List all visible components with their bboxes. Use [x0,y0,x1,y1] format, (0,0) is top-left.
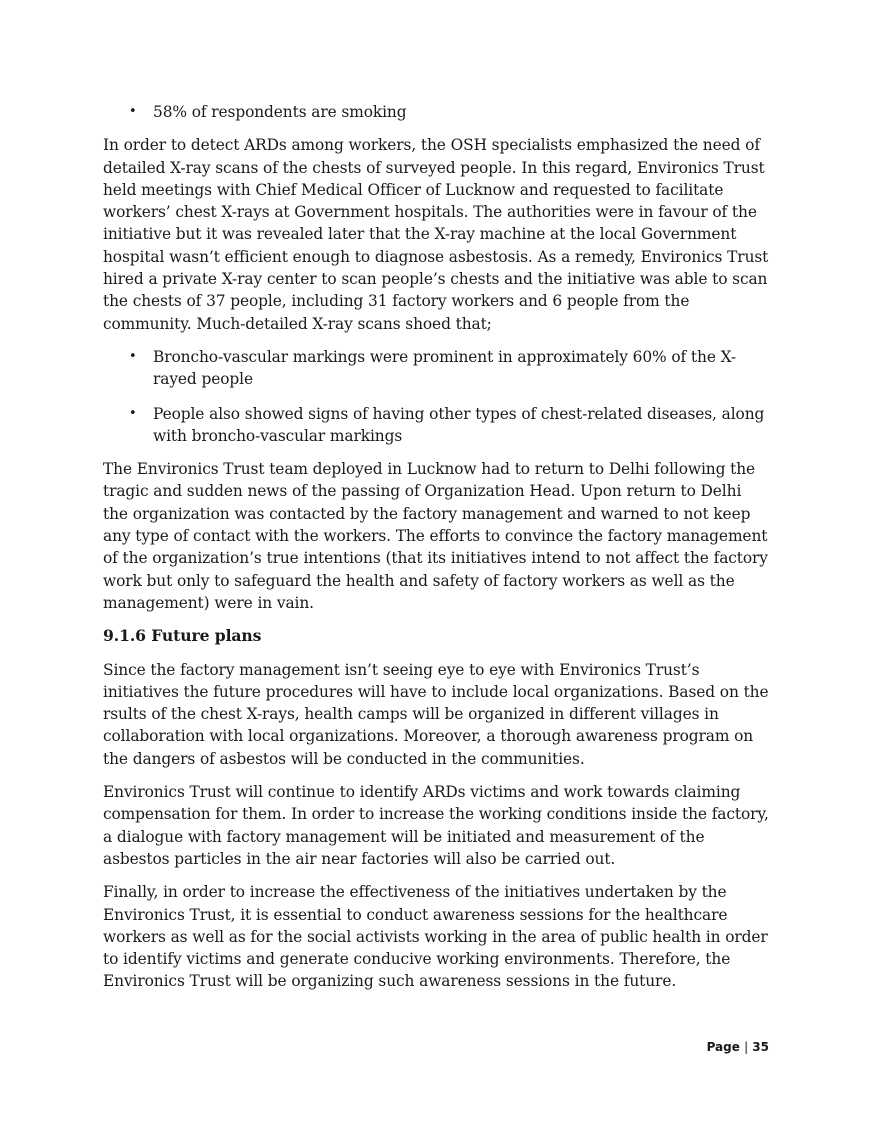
page-body [103,101,770,1004]
section-heading: 9.1.6 Future plans [103,626,262,646]
paragraph-awareness-sessions: Finally, in order to increase the effectiveness of the initiatives undertaken by the Environics Trust, it is essential to conduct awareness sessions for the healthcare workers as well as for the social activists working in the area of public health in order to identify victims and generate conducive working environments. Therefore, the Environics Trust will be organizing such awareness sessions in the future. [103,883,768,991]
bullet-item: • People also showed signs of having other types of chest-related diseases, along with broncho-vascular markings [129,404,765,445]
page-number: 35 [752,1040,769,1054]
bullet-icon: • [129,104,137,119]
bullet-list-findings [103,346,770,447]
bullet-item: • Broncho-vascular markings were prominent in approximately 60% of the X-rayed people [129,347,737,389]
paragraph-xray-scans: In order to detect ARDs among workers, the OSH specialists emphasized the need of detailed X-ray scans of the chests of surveyed people. In this regard, Environics Trust held meetings with Chief Medical Officer of Lucknow and requested to facilitate workers’ chest X-rays at Government hospitals. The authorities were in favour of the initiative but it was revealed later that the X-ray machine at the local Government hospital wasn’t efficient enough to diagnose asbestosis. As a remedy, Environics Trust hired a private X-ray center to scan people’s chests and the initiative was able to scan the chests of 37 people, including 31 factory workers and 6 people from the community. Much-detailed X-ray scans shoed that; [103,136,769,333]
page-separator: | [744,1040,749,1054]
bullet-icon: • [129,405,137,421]
bullet-icon: • [129,348,137,364]
bullet-item: • 58% of respondents are smoking [103,101,770,123]
page-footer [707,1040,769,1054]
paragraph-future-procedures: Since the factory management isn’t seeing eye to eye with Environics Trust’s initiatives the future procedures will have to include local organizations. Based on the rsults of the chest X-rays, health camps will be organized in different villages in collaboration with local organizations. Moreover, a thorough awareness program on the dangers of asbestos will be conducted in the communities. [103,660,769,768]
paragraph-team-return: The Environics Trust team deployed in Lucknow had to return to Delhi following the tragic and sudden news of the passing of Organization Head. Upon return to Delhi the organization was contacted by the factory management and warned to not keep any type of contact with the workers. The efforts to convince the factory management of the organization’s true intentions (that its initiatives intend to not affect the factory work but only to safeguard the health and safety of factory workers as well as the management) were in vain. [103,460,768,612]
bullet-list-top [103,101,770,123]
paragraph-compensation: Environics Trust will continue to identify ARDs victims and work towards claiming compensation for them. In order to increase the working conditions inside the factory, a dialogue with factory management will be initiated and measurement of the asbestos particles in the air near factories will also be carried out. [103,783,769,868]
page-label: Page [706,1040,740,1054]
